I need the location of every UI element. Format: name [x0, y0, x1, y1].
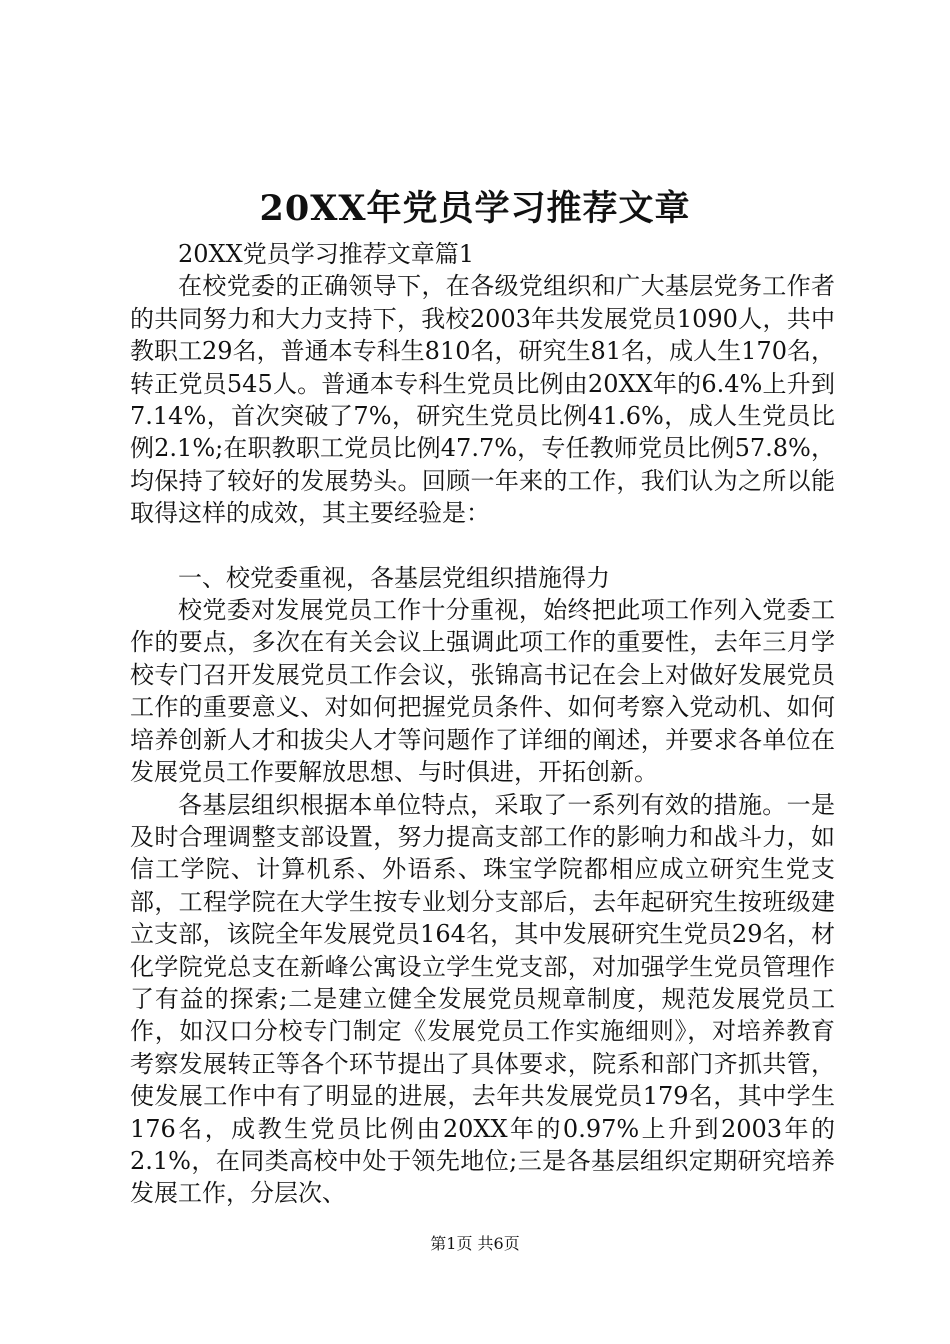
page-footer: 第1页 共6页	[430, 1234, 520, 1253]
section-heading: 20XX党员学习推荐文章篇1	[178, 240, 474, 268]
document-body	[130, 238, 835, 1210]
paragraph: 各基层组织根据本单位特点，采取了一系列有效的措施。一是及时合理调整支部设置，努力提高支部工作的影响力和战斗力，如信工学院、计算机系、外语系、珠宝学院都相应成立研究生党支部，工程学院在大学生按专业划分支部后，去年起研究生按班级建立支部，该院全年发展党员164名，其中发展研究生党员29名，材化学院党总支在新峰公寓设立学生党支部，对加强学生党员管理作了有益的探索;二是建立健全发展党员规章制度，规范发展党员工作，如汉口分校专门制定《发展党员工作实施细则》，对培养教育考察发展转正等各个环节提出了具体要求，院系和部门齐抓共管，使发展工作中有了明显的进展，去年共发展党员179名，其中学生176名，成教生党员比例由20XX年的0.97%上升到2003年的2.1%，在同类高校中处于领先地位;三是各基层组织定期研究培养发展工作，分层次、	[130, 790, 835, 1208]
document-title: 20XX年党员学习推荐文章	[259, 188, 691, 229]
subsection-heading: 一、校党委重视，各基层党组织措施得力	[178, 563, 610, 592]
paragraph: 在校党委的正确领导下，在各级党组织和广大基层党务工作者的共同努力和大力支持下，我校2003年共发展党员1090人，共中教职工29名，普通本专科生810名，研究生81名，成人生170名，转正党员545人。普通本专科生党员比例由20XX年的6.4%上升到7.14%，首次突破了7%，研究生党员比例41.6%，成人生党员比例2.1%;在职教职工党员比例47.7%，专任教师党员比例57.8%，均保持了较好的发展势头。回顾一年来的工作，我们认为之所以能取得这样的成效，其主要经验是：	[130, 272, 835, 528]
paragraph: 校党委对发展党员工作十分重视，始终把此项工作列入党委工作的要点，多次在有关会议上强调此项工作的重要性，去年三月学校专门召开发展党员工作会议，张锦高书记在会上对做好发展党员工作的重要意义、对如何把握党员条件、如何考察入党动机、如何培养创新人才和拔尖人才等问题作了详细的阐述，并要求各单位在发展党员工作要解放思想、与时俱进，开拓创新。	[130, 596, 835, 787]
